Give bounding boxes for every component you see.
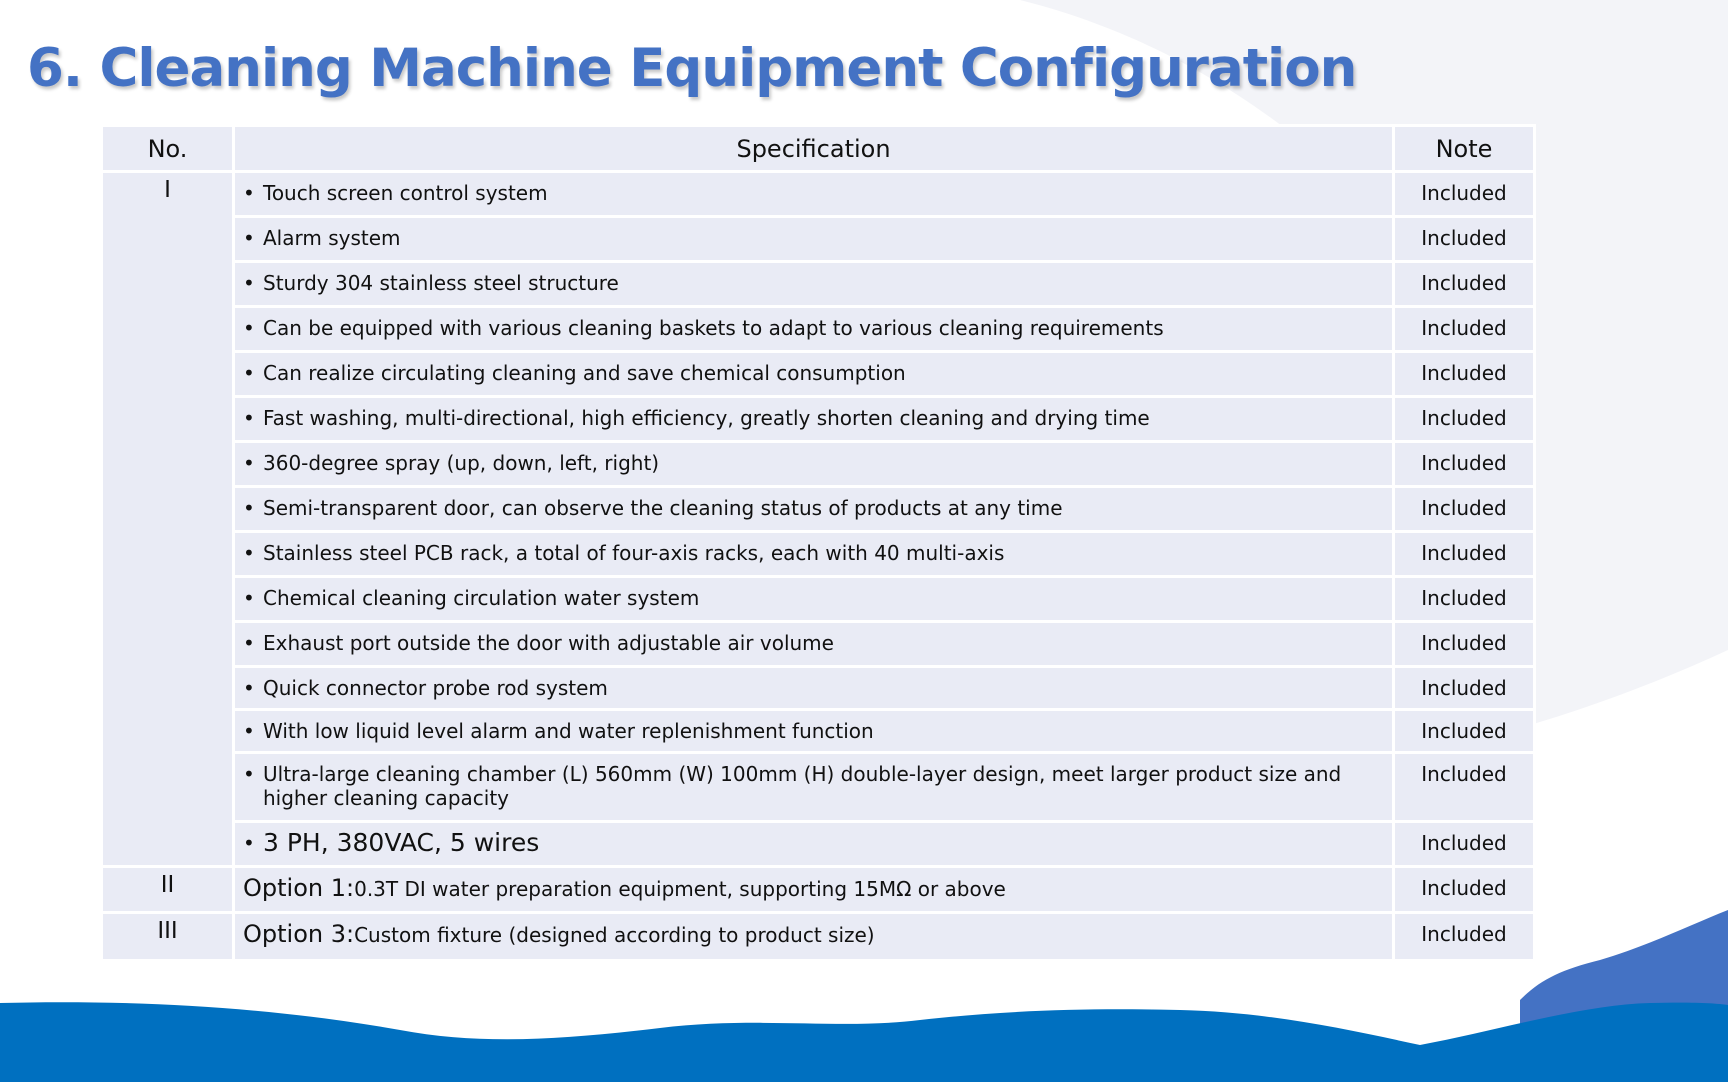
bullet: •: [243, 496, 255, 520]
note-cell: Included: [1394, 217, 1535, 262]
spec-cell: [234, 487, 1394, 532]
bullet: •: [243, 226, 255, 250]
note-cell: Included: [1394, 262, 1535, 307]
table-header-row: [102, 126, 1535, 172]
table-row: [102, 307, 1535, 352]
bullet: •: [243, 361, 255, 385]
bullet: •: [243, 406, 255, 430]
note-cell: Included: [1394, 532, 1535, 577]
note-cell: Included: [1394, 307, 1535, 352]
table-row: [102, 172, 1535, 217]
table-row: [102, 217, 1535, 262]
spec-text: Chemical cleaning circulation water system: [263, 586, 700, 610]
table-row: [102, 822, 1535, 867]
bullet: •: [243, 631, 255, 655]
note-cell: Included: [1394, 172, 1535, 217]
spec-cell: [234, 262, 1394, 307]
spec-cell: [234, 172, 1394, 217]
note-cell: Included: [1394, 622, 1535, 667]
group-number: I: [102, 172, 234, 867]
bullet: •: [243, 719, 255, 743]
header-no: No.: [102, 126, 234, 172]
spec-text: Can be equipped with various cleaning baskets to adapt to various cleaning requirements: [263, 316, 1164, 340]
spec-cell: [234, 913, 1394, 961]
note-cell: Included: [1394, 487, 1535, 532]
table-row: [102, 487, 1535, 532]
option-number: III: [102, 913, 234, 961]
note-cell: Included: [1394, 822, 1535, 867]
table-row: [102, 352, 1535, 397]
spec-cell: [234, 442, 1394, 487]
table-row: [102, 577, 1535, 622]
table-row: [102, 913, 1535, 961]
spec-text: Touch screen control system: [263, 181, 548, 205]
note-cell: Included: [1394, 667, 1535, 710]
bullet: •: [243, 541, 255, 565]
spec-cell: [234, 397, 1394, 442]
header-note: Note: [1394, 126, 1535, 172]
table-row: [102, 262, 1535, 307]
spec-text: Exhaust port outside the door with adjustable air volume: [263, 631, 834, 655]
spec-cell: [234, 532, 1394, 577]
option-text: 0.3T DI water preparation equipment, supporting 15MΩ or above: [354, 877, 1006, 901]
bullet: •: [243, 271, 255, 295]
spec-text: 3 PH, 380VAC, 5 wires: [263, 828, 540, 857]
table-row: [102, 667, 1535, 710]
bullet: •: [243, 676, 255, 700]
spec-cell: [234, 622, 1394, 667]
note-cell: Included: [1394, 352, 1535, 397]
spec-cell: [234, 352, 1394, 397]
option-label: Option 1:: [243, 874, 355, 902]
spec-cell: [234, 667, 1394, 710]
bullet: •: [243, 181, 255, 205]
table-row: [102, 397, 1535, 442]
note-cell: Included: [1394, 577, 1535, 622]
table-row: [102, 867, 1535, 913]
table-row: [102, 442, 1535, 487]
spec-cell: [234, 822, 1394, 867]
spec-text: Semi-transparent door, can observe the cleaning status of products at any time: [263, 496, 1063, 520]
table-row: [102, 710, 1535, 753]
note-cell: Included: [1394, 867, 1535, 913]
spec-text: Ultra-large cleaning chamber (L) 560mm (W) 100mm (H) double-layer design, meet larger product size and higher cleaning capacity: [263, 762, 1342, 810]
table-row: [102, 622, 1535, 667]
spec-cell: [234, 217, 1394, 262]
spec-cell: [234, 577, 1394, 622]
note-cell: Included: [1394, 913, 1535, 961]
spec-text: Alarm system: [263, 226, 401, 250]
bullet: •: [243, 316, 255, 340]
header-specification: Specification: [234, 126, 1394, 172]
spec-cell: [234, 307, 1394, 352]
note-cell: Included: [1394, 397, 1535, 442]
bullet: •: [243, 762, 255, 786]
option-label: Option 3:: [243, 920, 355, 948]
configuration-table: [100, 124, 1536, 962]
spec-text: With low liquid level alarm and water replenishment function: [263, 719, 874, 743]
wave-band: [0, 1002, 1728, 1082]
bullet: •: [243, 831, 255, 855]
spec-cell: [234, 753, 1394, 822]
spec-text: Quick connector probe rod system: [263, 676, 608, 700]
spec-text: Sturdy 304 stainless steel structure: [263, 271, 619, 295]
note-cell: Included: [1394, 442, 1535, 487]
option-text: Custom fixture (designed according to product size): [354, 923, 875, 947]
option-number: II: [102, 867, 234, 913]
spec-cell: [234, 710, 1394, 753]
spec-text: Fast washing, multi-directional, high efficiency, greatly shorten cleaning and drying time: [263, 406, 1150, 430]
page-title: 6. Cleaning Machine Equipment Configuration: [27, 38, 1357, 99]
note-cell: Included: [1394, 753, 1535, 822]
table-row: [102, 753, 1535, 822]
bullet: •: [243, 586, 255, 610]
spec-text: Can realize circulating cleaning and save chemical consumption: [263, 361, 906, 385]
spec-text: 360-degree spray (up, down, left, right): [263, 451, 660, 475]
spec-cell: [234, 867, 1394, 913]
spec-text: Stainless steel PCB rack, a total of four-axis racks, each with 40 multi-axis: [263, 541, 1005, 565]
note-cell: Included: [1394, 710, 1535, 753]
table-row: [102, 532, 1535, 577]
bullet: •: [243, 451, 255, 475]
